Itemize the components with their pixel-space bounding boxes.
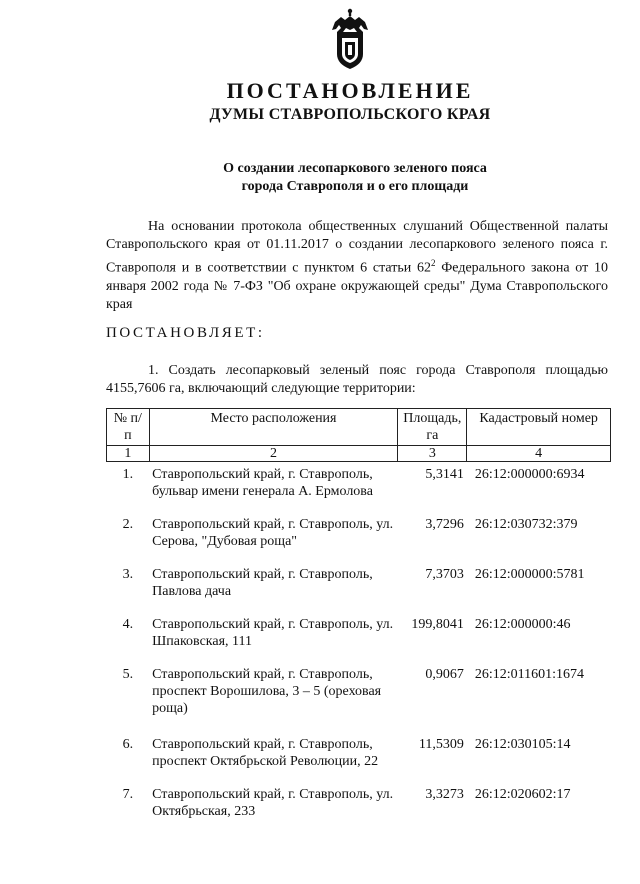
row-cadastral: 26:12:030105:14 xyxy=(474,737,571,752)
table-row xyxy=(107,615,611,665)
subject-line-2: города Ставрополя и о его площади xyxy=(241,179,469,194)
row-cadastral: 26:12:000000:5781 xyxy=(474,567,585,582)
row-cadastral: 26:12:011601:1674 xyxy=(474,667,584,682)
header-area: Площадь, га xyxy=(398,409,467,446)
table-header-row xyxy=(107,409,611,446)
table-row xyxy=(107,665,611,735)
row-number: 3. xyxy=(122,567,134,582)
row-number: 5. xyxy=(122,667,134,682)
table-row xyxy=(107,735,611,785)
document-title: ПОСТАНОВЛЕНИЕ xyxy=(226,78,474,103)
row-number: 1. xyxy=(122,467,134,482)
row-number: 2. xyxy=(122,517,134,532)
row-place: Ставропольский край, г. Ставрополь, ул. Серова, "Дубовая роща" xyxy=(152,517,394,549)
preamble-text-part2: Федерального закона от 10 января 2002 года № 7-ФЗ "Об охране окружающей среды" Дума Ставропольского края xyxy=(106,260,608,312)
document-subtitle: ДУМЫ СТАВРОПОЛЬСКОГО КРАЯ xyxy=(209,106,491,123)
row-number: 6. xyxy=(122,737,134,752)
coat-of-arms-emblem-icon xyxy=(331,8,369,70)
col-number-3: 3 xyxy=(398,446,467,462)
row-area: 3,7296 xyxy=(425,517,464,532)
territories-table xyxy=(106,408,611,835)
row-number: 4. xyxy=(122,617,134,632)
row-place: Ставропольский край, г. Ставрополь, проспект Октябрьской Революции, 22 xyxy=(152,737,379,769)
row-place: Ставропольский край, г. Ставрополь, ул. Шпаковская, 111 xyxy=(152,617,394,649)
item-1-paragraph xyxy=(106,362,608,398)
document-subject xyxy=(0,160,640,196)
table-column-numbers-row xyxy=(107,446,611,462)
row-number: 7. xyxy=(122,787,134,802)
table-row xyxy=(107,565,611,615)
row-area: 0,9067 xyxy=(425,667,464,682)
table-row xyxy=(107,785,611,835)
item-1-text: 1. Создать лесопарковый зеленый пояс города Ставрополя площадью 4155,7606 га, включающий следующие территории: xyxy=(106,363,608,396)
col-number-4: 4 xyxy=(467,446,611,462)
row-place: Ставропольский край, г. Ставрополь, Павлова дача xyxy=(152,567,373,599)
preamble-text-part1: На основании протокола общественных слушаний Общественной палаты Ставропольского края от 01.11.2017 о создании лесопаркового зеленого пояса г. Ставрополя и в соответствии с пунктом 6 статьи 62 xyxy=(106,219,608,276)
row-area: 11,5309 xyxy=(418,737,464,752)
header-cadastral: Кадастровый номер xyxy=(467,409,611,446)
row-cadastral: 26:12:000000:46 xyxy=(474,617,571,632)
header-location: Место расположения xyxy=(149,409,398,446)
decree-heading: ПОСТАНОВЛЯЕТ: xyxy=(106,325,265,341)
row-area: 199,8041 xyxy=(411,617,464,632)
row-cadastral: 26:12:030732:379 xyxy=(474,517,578,532)
row-place: Ставропольский край, г. Ставрополь, ул. Октябрьская, 233 xyxy=(152,787,394,819)
row-place: Ставропольский край, г. Ставрополь, бульвар имени генерала А. Ермолова xyxy=(152,467,373,499)
subject-line-1: О создании лесопаркового зеленого пояса xyxy=(223,161,487,176)
row-cadastral: 26:12:020602:17 xyxy=(474,787,571,802)
header-number: № п/п xyxy=(107,409,150,446)
col-number-1: 1 xyxy=(107,446,150,462)
preamble-paragraph xyxy=(106,218,608,314)
row-cadastral: 26:12:000000:6934 xyxy=(474,467,585,482)
row-area: 3,3273 xyxy=(425,787,464,802)
row-place: Ставропольский край, г. Ставрополь, проспект Ворошилова, 3 – 5 (ореховая роща) xyxy=(152,667,382,716)
row-area: 7,3703 xyxy=(425,567,464,582)
table-row xyxy=(107,462,611,516)
preamble-superscript: 2 xyxy=(430,258,436,268)
col-number-2: 2 xyxy=(149,446,398,462)
row-area: 5,3141 xyxy=(425,467,464,482)
table-row xyxy=(107,515,611,565)
